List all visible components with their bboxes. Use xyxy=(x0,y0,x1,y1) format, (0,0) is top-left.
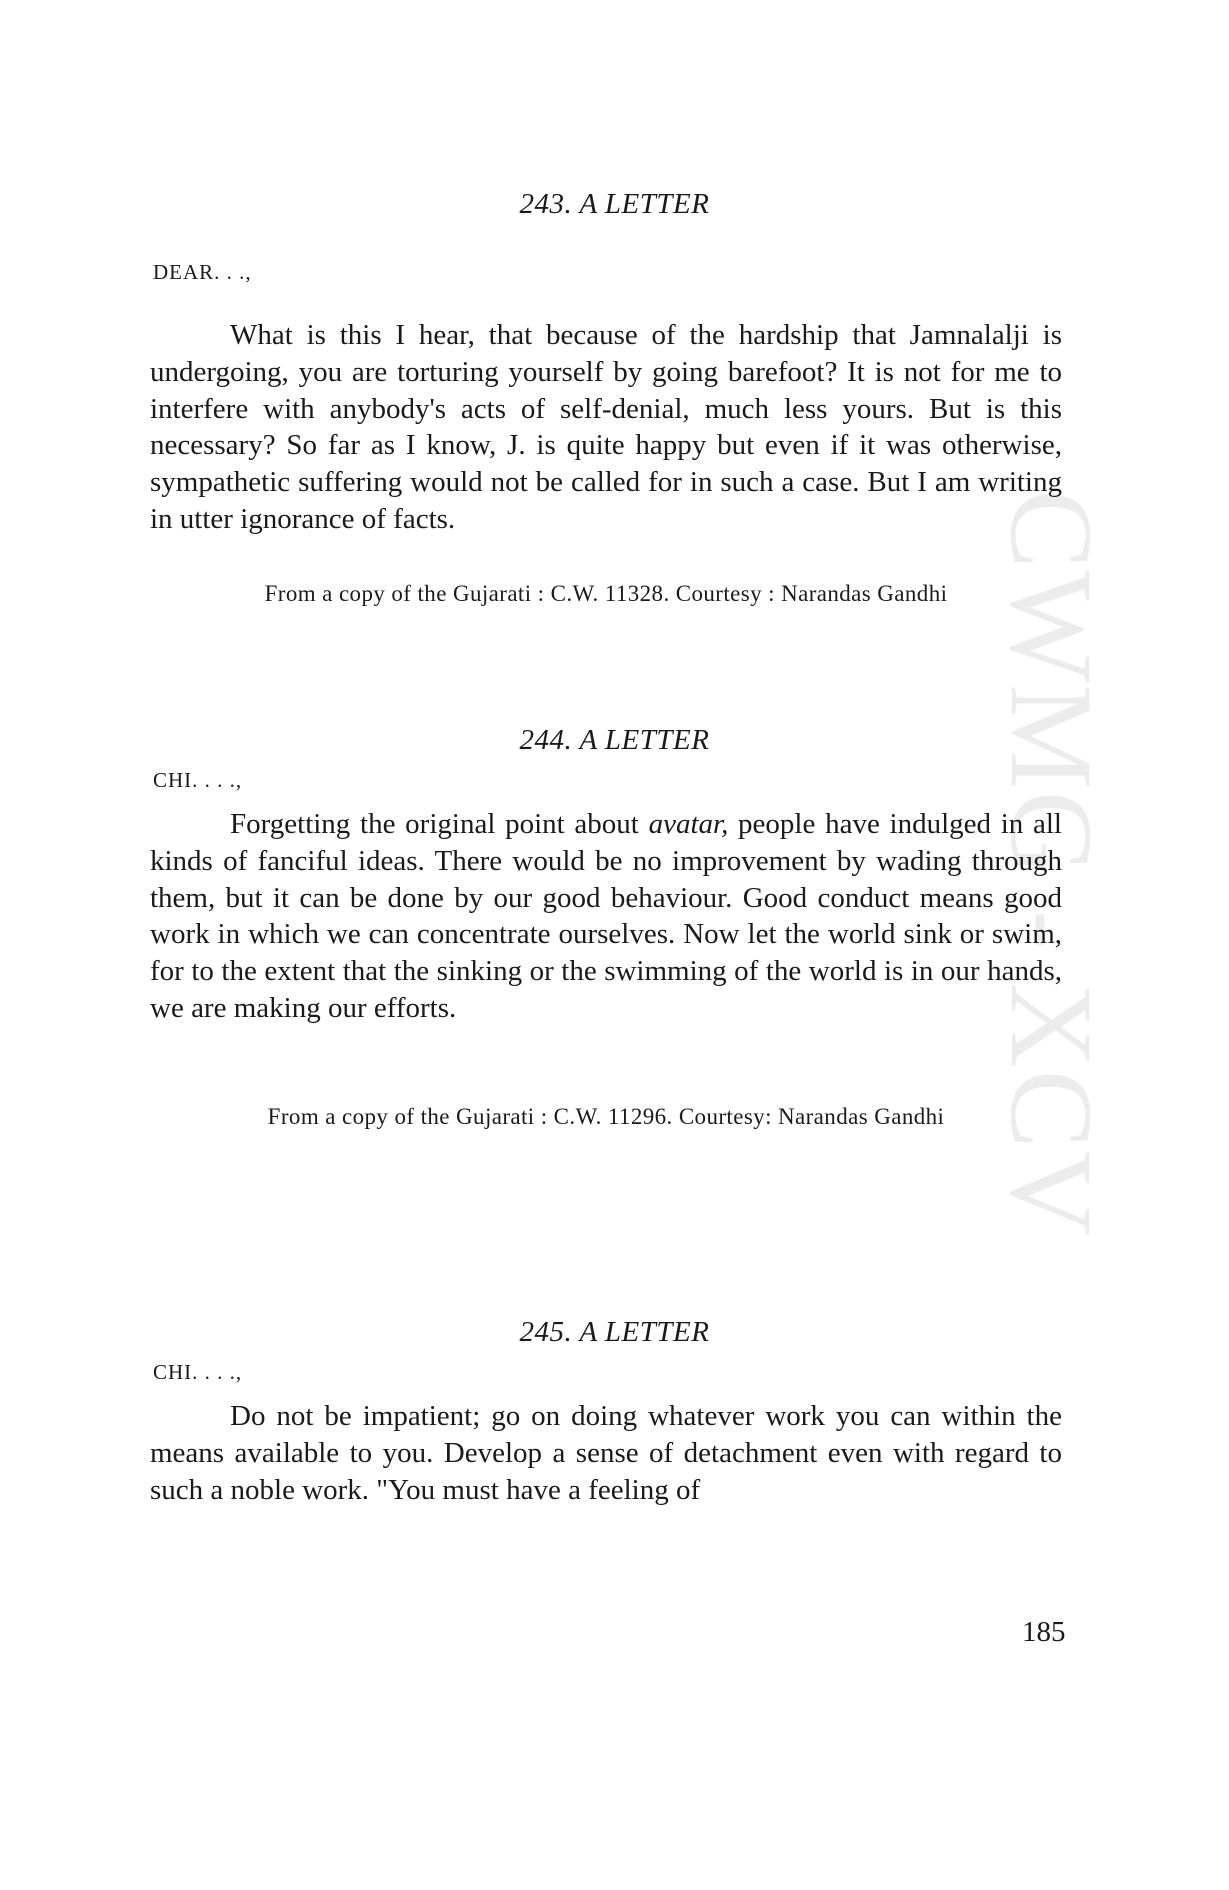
source-note-243: From a copy of the Gujarati : C.W. 11328. Courtesy : Narandas Gandhi xyxy=(264,581,948,606)
salutation-245: CHI. . . ., xyxy=(153,1360,243,1384)
letter-body-245: Do not be impatient; go on doing whatever work you can within the means available to you. Develop a sense of detachment even with regard to such a noble work. "You must have a feeling of xyxy=(150,1400,1062,1506)
source-note-244: From a copy of the Gujarati : C.W. 11296. Courtesy: Narandas Gandhi xyxy=(267,1104,945,1129)
salutation-243: DEAR. . ., xyxy=(153,260,252,284)
body-text-start: Forgetting the original point about xyxy=(230,808,649,840)
letter-body-243: What is this I hear, that because of the hardship that Jamnalalji is undergoing, you are torturing yourself by going barefoot? It is not for me to interfere with anybody's acts of self-denial, much less yours. But is this necessary? So far as I know, J. is quite happy but even if it was otherwise, sympathetic suffering would not be called for in such a case. But I am writing in utter ignorance of facts. xyxy=(150,319,1062,535)
body-text-rest: people have indulged in all kinds of fanciful ideas. There would be no improvement by wading through them, but it can be done by our good behaviour. Good conduct means good work in which we can concentrate ourselves. Now let the world sink or swim, for to the extent that the sinking or the swimming of the world is in our hands, we are making our efforts. xyxy=(150,808,1062,1024)
italic-term: avatar, xyxy=(648,808,729,840)
letter-heading-245: 245. A LETTER xyxy=(519,1316,710,1348)
page-number: 185 xyxy=(1022,1616,1066,1648)
letter-heading-244: 244. A LETTER xyxy=(519,724,710,756)
watermark-text: CWMG - XCV xyxy=(986,490,1117,1238)
letter-body-244 xyxy=(150,806,1062,1027)
letter-heading-243: 243. A LETTER xyxy=(519,188,710,220)
salutation-244: CHI. . . ., xyxy=(153,768,243,792)
